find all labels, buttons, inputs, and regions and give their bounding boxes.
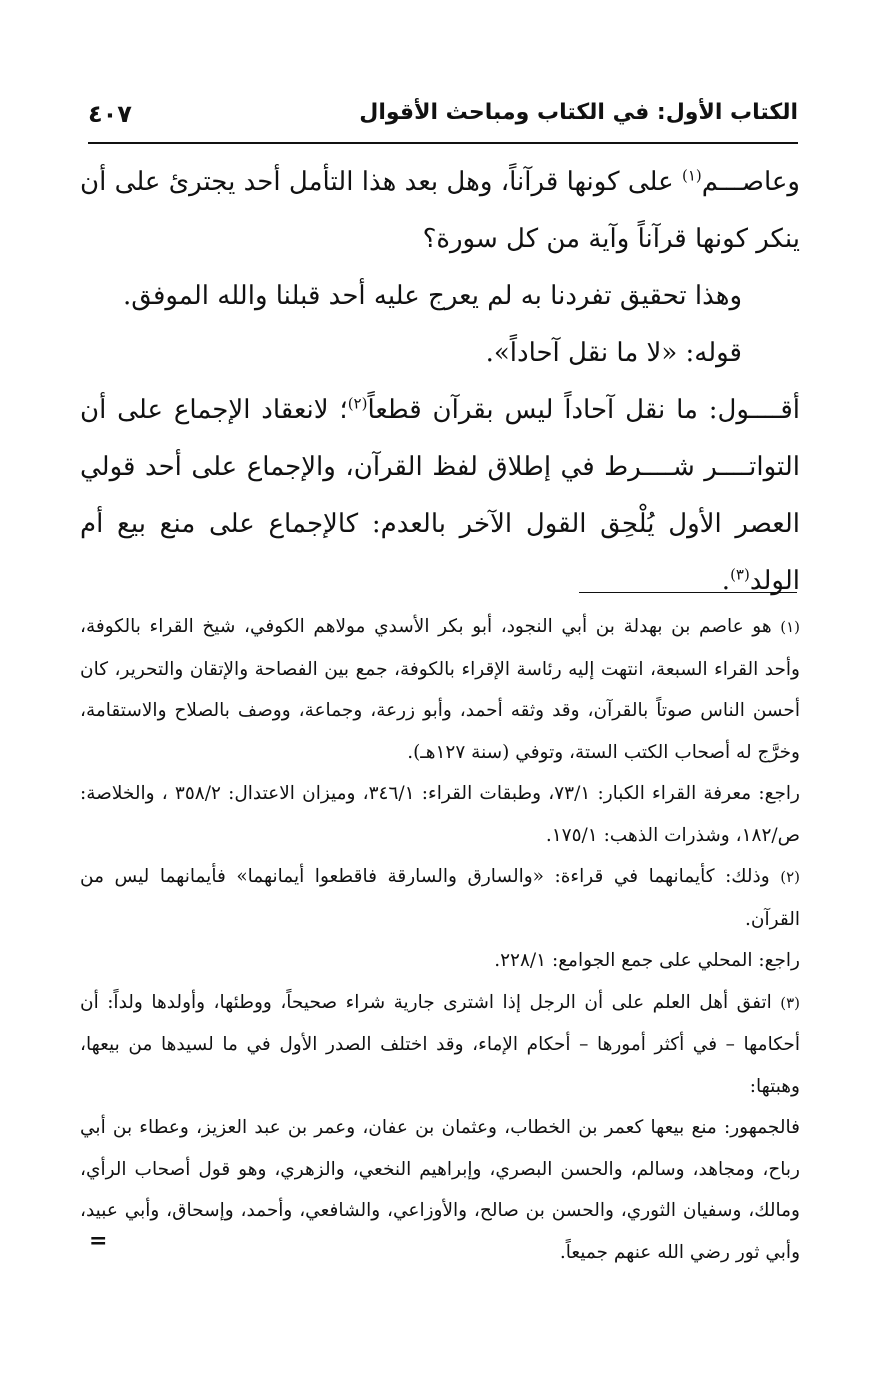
footnote-2-text: وذلك: كأيمانهما في قراءة: «والسارق والسارقة فاقطعوا أيمانهما» فأيمانهما ليس من القرآن. xyxy=(80,866,800,930)
continuation-mark: = xyxy=(89,1228,108,1254)
footnote-2-number: (٢) xyxy=(780,868,800,886)
paragraph-3: قوله: «لا ما نقل آحاداً». xyxy=(485,338,742,368)
footnote-3 xyxy=(80,982,800,1108)
footnote-separator xyxy=(579,592,797,593)
paragraph-4-end: . xyxy=(721,566,731,596)
footnote-1-text: هو عاصم بن بهدلة بن أبي النجود، أبو بكر الأسدي مولاهم الكوفي، شيخ القراء بالكوفة، وأحد القراء السبعة، انتهت إليه رئاسة الإقراء بالكوفة، جمع بين الفصاحة والإتقان والتحرير، كان أحسن الناس صوتاً بالقرآن، وقد وثقه أحمد، وأبو زرعة، وجماعة، ووصف بالصلاح والاستقامة، وخرَّج له أصحاب الكتب الستة، وتوفي (سنة ١٢٧هـ). xyxy=(80,616,800,763)
footnote-ref-2[interactable]: (٢) xyxy=(347,394,368,413)
footnote-1-references: راجع: معرفة القراء الكبار: ٧٣/١، وطبقات القراء: ٣٤٦/١، وميزان الاعتدال: ٣٥٨/٢ ، والخلاصة: ص/١٨٢، وشذرات الذهب: ١٧٥/١. xyxy=(80,783,800,846)
main-text xyxy=(80,154,800,610)
running-header xyxy=(88,92,798,144)
header-title: الكتاب الأول: في الكتاب ومباحث الأقوال xyxy=(359,100,798,125)
footnote-1-number: (١) xyxy=(780,618,800,636)
footnote-ref-1[interactable]: (١) xyxy=(681,166,702,185)
paragraph-1-start: وعاصـــم xyxy=(701,167,800,197)
paragraph-4-middle: ؛ لانعقاد الإجماع على أن التواتــــر شــــرط في إطلاق لفظ القرآن، والإجماع على أحد قولي العصر الأول يُلْحِق القول الآخر بالعدم: كالإجماع على منع بيع أم الولد xyxy=(80,395,800,596)
page-number: ٤٠٧ xyxy=(88,100,132,128)
paragraph-1-rest: على كونها قرآناً، وهل بعد هذا التأمل أحد يجترئ على أن ينكر كونها قرآناً وآية من كل سورة؟ xyxy=(80,167,800,254)
footnote-2 xyxy=(80,856,800,940)
footnote-ref-3[interactable]: (٣) xyxy=(730,565,750,584)
paragraph-4-start: أقــــول: ما نقل آحاداً ليس بقرآن قطعاً xyxy=(367,395,800,425)
footnote-2-references: راجع: المحلي على جمع الجوامع: ٢٢٨/١. xyxy=(494,950,800,971)
footnote-3-number: (٣) xyxy=(780,993,800,1012)
footnotes xyxy=(80,606,800,1273)
footnote-3-continuation: فالجمهور: منع بيعها كعمر بن الخطاب، وعثمان بن عفان، وعمر بن عبد العزيز، وعطاء بن أبي رباح، ومجاهد، وسالم، والحسن البصري، وإبراهيم النخعي، والزهري، وهو قول أصحاب الرأي، ومالك، وسفيان الثوري، والحسن بن صالح، والأوزاعي، والشافعي، وأحمد، وإسحاق، وأبي عبيد، وأبي ثور رضي الله عنهم جميعاً. xyxy=(80,1117,800,1263)
paragraph-2: وهذا تحقيق تفردنا به لم يعرج عليه أحد قبلنا والله الموفق. xyxy=(123,281,742,311)
footnote-1 xyxy=(80,606,800,773)
footnote-3-text: اتفق أهل العلم على أن الرجل إذا اشترى جارية شراء صحيحاً، ووطئها، وأولدها ولداً: أن أحكامها – في أكثر أمورها – أحكام الإماء، وقد اختلف الصدر الأول في ما لسيدها من بيعها، وهبتها: xyxy=(80,991,800,1097)
paragraph-1 xyxy=(80,154,800,268)
paragraph-4 xyxy=(80,382,800,610)
